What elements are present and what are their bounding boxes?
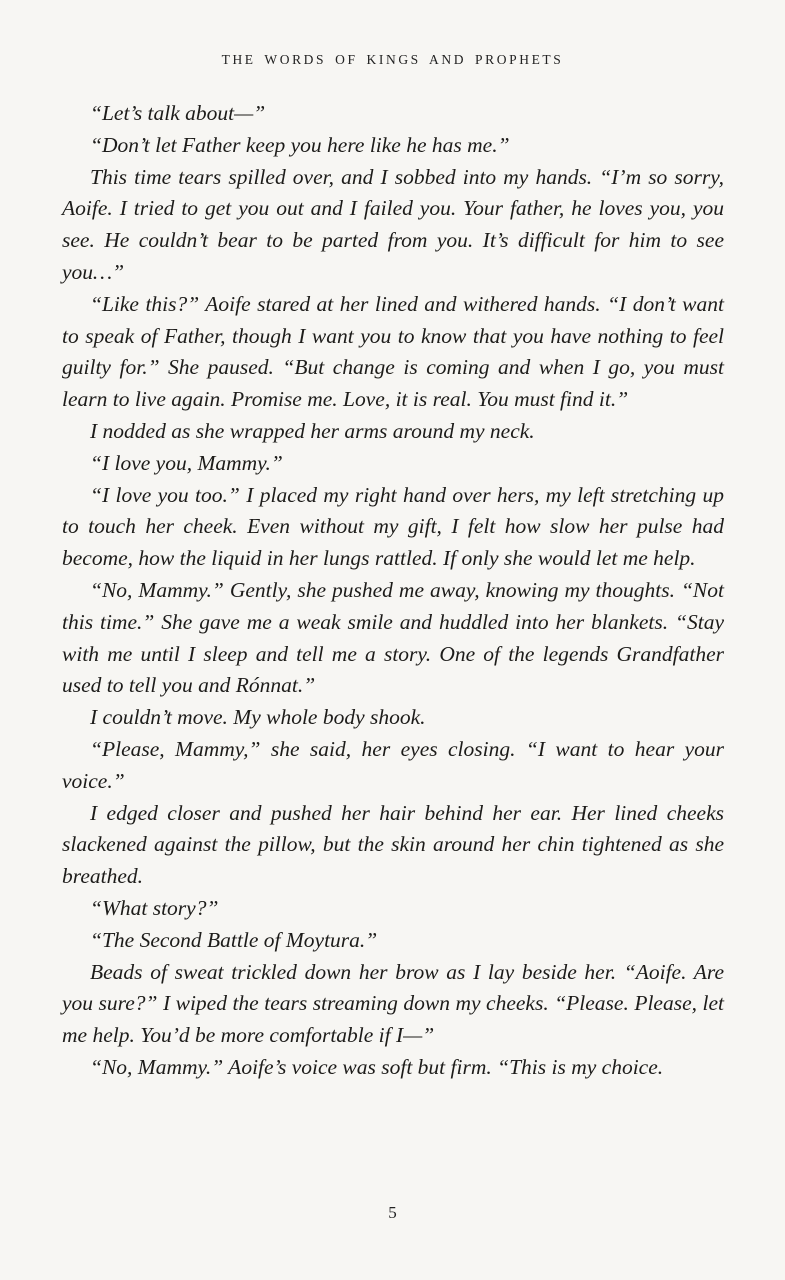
paragraph: “Don’t let Father keep you here like he has me.” xyxy=(90,132,510,157)
paragraph: “What story?” xyxy=(90,895,219,920)
paragraph: “I love you too.” I placed my right hand over hers, my left stretching up to touch her cheek. Even without my gift, I felt how slow her pulse had become, how the liquid in her lungs rattled. If only she would let me help. xyxy=(62,482,724,571)
running-head: THE WORDS OF KINGS AND PROPHETS xyxy=(221,52,564,67)
paragraph: “The Second Battle of Moytura.” xyxy=(90,927,378,952)
body-text xyxy=(62,98,724,1084)
paragraph: “No, Mammy.” Gently, she pushed me away, knowing my thoughts. “Not this time.” She gave me a weak smile and huddled into her blankets. “Stay with me until I sleep and tell me a story. One of the legends Grandfather used to tell you and Rónnat.” xyxy=(62,577,724,698)
paragraph: “Please, Mammy,” she said, her eyes closing. “I want to hear your voice.” xyxy=(62,736,724,793)
paragraph: “No, Mammy.” Aoife’s voice was soft but firm. “This is my choice. xyxy=(90,1054,664,1079)
page-number: 5 xyxy=(388,1203,397,1222)
paragraph: This time tears spilled over, and I sobbed into my hands. “I’m so sorry, Aoife. I tried to get you out and I failed you. Your father, he loves you, you see. He couldn’t bear to be parted from you. It’s difficult for him to see you…” xyxy=(62,164,724,284)
paragraph: “Like this?” Aoife stared at her lined and withered hands. “I don’t want to speak of Father, though I want you to know that you have nothing to feel guilty for.” She paused. “But change is coming and when I go, you must learn to live again. Promise me. Love, it is real. You must find it.” xyxy=(62,291,724,412)
paragraph: I couldn’t move. My whole body shook. xyxy=(90,705,426,730)
paragraph: I edged closer and pushed her hair behind her ear. Her lined cheeks slackened against the pillow, but the skin around her chin tightened as she breathed. xyxy=(62,800,724,889)
paragraph: “I love you, Mammy.” xyxy=(90,450,283,475)
paragraph: Beads of sweat trickled down her brow as I lay beside her. “Aoife. Are you sure?” I wiped the tears streaming down my cheeks. “Please. Please, let me help. You’d be more comfortable if I—” xyxy=(62,959,724,1048)
paragraph: “Let’s talk about—” xyxy=(90,101,266,125)
paragraph: I nodded as she wrapped her arms around my neck. xyxy=(90,418,535,443)
